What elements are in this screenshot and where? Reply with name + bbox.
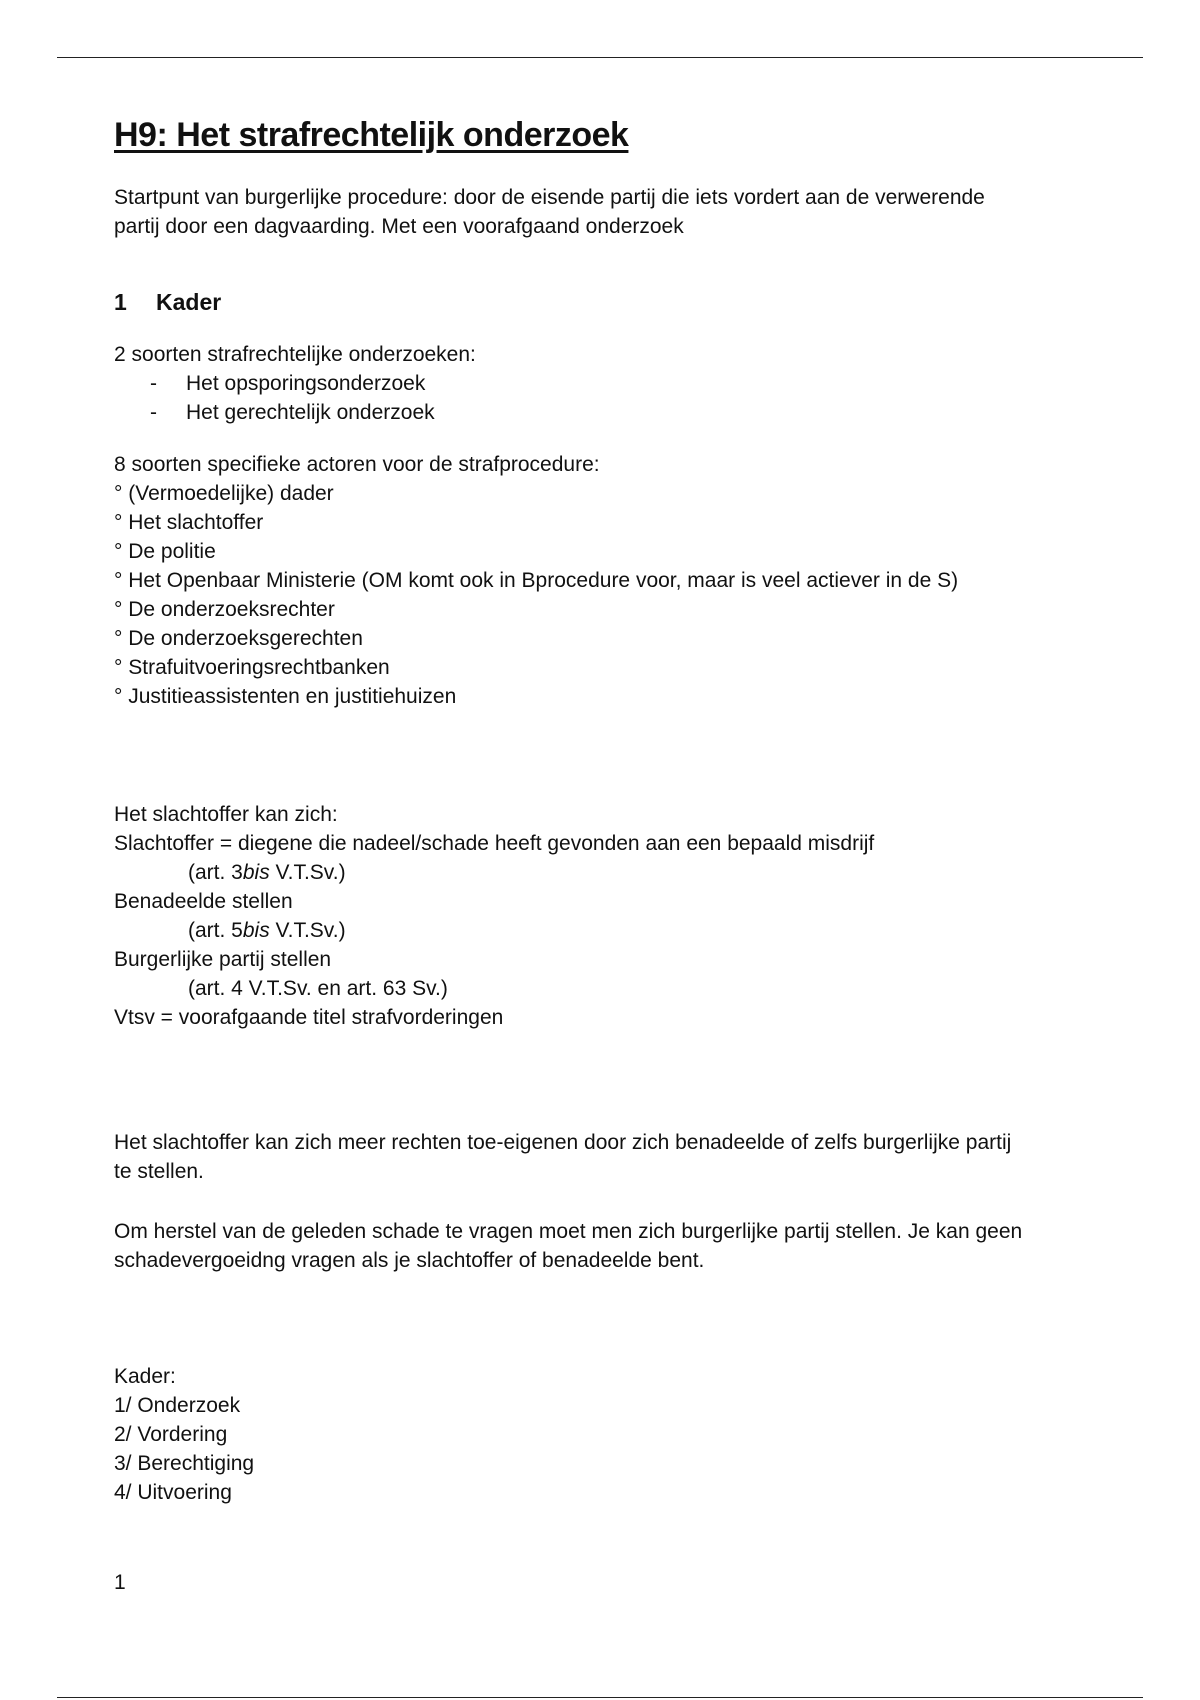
list-item: ° Het Openbaar Ministerie (OM komt ook in Bprocedure voor, maar is veel actiever in de S) bbox=[114, 569, 959, 592]
ref-emphasis: bis bbox=[242, 919, 270, 942]
onderzoeken-lead: 2 soorten strafrechtelijke onderzoeken: bbox=[114, 343, 476, 366]
list-item: ° De onderzoeksrechter bbox=[114, 598, 335, 621]
article-reference bbox=[114, 858, 1074, 887]
ref-emphasis: bis bbox=[242, 861, 270, 884]
list-item: ° De onderzoeksgerechten bbox=[114, 627, 363, 650]
footer-rule bbox=[57, 1697, 1143, 1698]
list-item: ° Het slachtoffer bbox=[114, 511, 264, 534]
intro-paragraph bbox=[114, 183, 1074, 241]
benadeelde-label: Benadeelde stellen bbox=[114, 890, 293, 913]
section-title: Kader bbox=[156, 289, 222, 315]
ref-text: (art. 5 bbox=[188, 919, 243, 942]
burgerlijk-label: Burgerlijke partij stellen bbox=[114, 948, 332, 971]
herstel-paragraph bbox=[114, 1217, 1074, 1275]
slachtoffer-block bbox=[114, 800, 1074, 1032]
list-item-text: Het opsporingsonderzoek bbox=[186, 372, 426, 395]
article-reference bbox=[114, 916, 1074, 945]
section-number: 1 bbox=[114, 289, 127, 315]
paragraph-line: schadevergoeidng vragen als je slachtoffer of benadeelde bent. bbox=[114, 1249, 705, 1272]
paragraph-line: Het slachtoffer kan zich meer rechten toe-eigenen door zich benadeelde of zelfs burgerlijke partij bbox=[114, 1131, 1012, 1154]
list-item bbox=[114, 398, 1074, 427]
actoren-list bbox=[114, 450, 1074, 711]
list-item: 4/ Uitvoering bbox=[114, 1481, 232, 1504]
header-rule bbox=[57, 57, 1143, 58]
paragraph-line: Om herstel van de geleden schade te vragen moet men zich burgerlijke partij stellen. Je kan geen bbox=[114, 1220, 1023, 1243]
ref-text: V.T.Sv.) bbox=[269, 861, 346, 884]
intro-line: partij door een dagvaarding. Met een voorafgaand onderzoek bbox=[114, 215, 684, 238]
actoren-lead: 8 soorten specifieke actoren voor de strafprocedure: bbox=[114, 453, 600, 476]
ref-text: (art. 3 bbox=[188, 861, 243, 884]
vtsv-definition: Vtsv = voorafgaande titel strafvorderingen bbox=[114, 1006, 504, 1029]
dash-bullet: - bbox=[150, 401, 157, 424]
list-item bbox=[114, 369, 1074, 398]
list-item: 1/ Onderzoek bbox=[114, 1394, 241, 1417]
slachtoffer-definition: Slachtoffer = diegene die nadeel/schade heeft gevonden aan een bepaald misdrijf bbox=[114, 832, 875, 855]
page-number: 1 bbox=[114, 1571, 126, 1594]
section-heading bbox=[114, 288, 1074, 317]
rechten-paragraph bbox=[114, 1128, 1074, 1186]
slachtoffer-lead: Het slachtoffer kan zich: bbox=[114, 803, 338, 826]
list-item: 2/ Vordering bbox=[114, 1423, 228, 1446]
list-item-text: Het gerechtelijk onderzoek bbox=[186, 401, 435, 424]
onderzoeken-list bbox=[114, 340, 1074, 427]
list-item: ° De politie bbox=[114, 540, 216, 563]
paragraph-line: te stellen. bbox=[114, 1160, 204, 1183]
list-item: ° Justitieassistenten en justitiehuizen bbox=[114, 685, 457, 708]
page-title: H9: Het strafrechtelijk onderzoek bbox=[114, 116, 629, 154]
article-reference: (art. 4 V.T.Sv. en art. 63 Sv.) bbox=[188, 977, 448, 1000]
list-item: ° (Vermoedelijke) dader bbox=[114, 482, 334, 505]
dash-bullet: - bbox=[150, 372, 157, 395]
list-item: ° Strafuitvoeringsrechtbanken bbox=[114, 656, 390, 679]
kader-list bbox=[114, 1362, 1074, 1507]
ref-text: V.T.Sv.) bbox=[269, 919, 346, 942]
intro-line: Startpunt van burgerlijke procedure: door de eisende partij die iets vordert aan de verwerende bbox=[114, 186, 985, 209]
kader-lead: Kader: bbox=[114, 1365, 176, 1388]
list-item: 3/ Berechtiging bbox=[114, 1452, 255, 1475]
